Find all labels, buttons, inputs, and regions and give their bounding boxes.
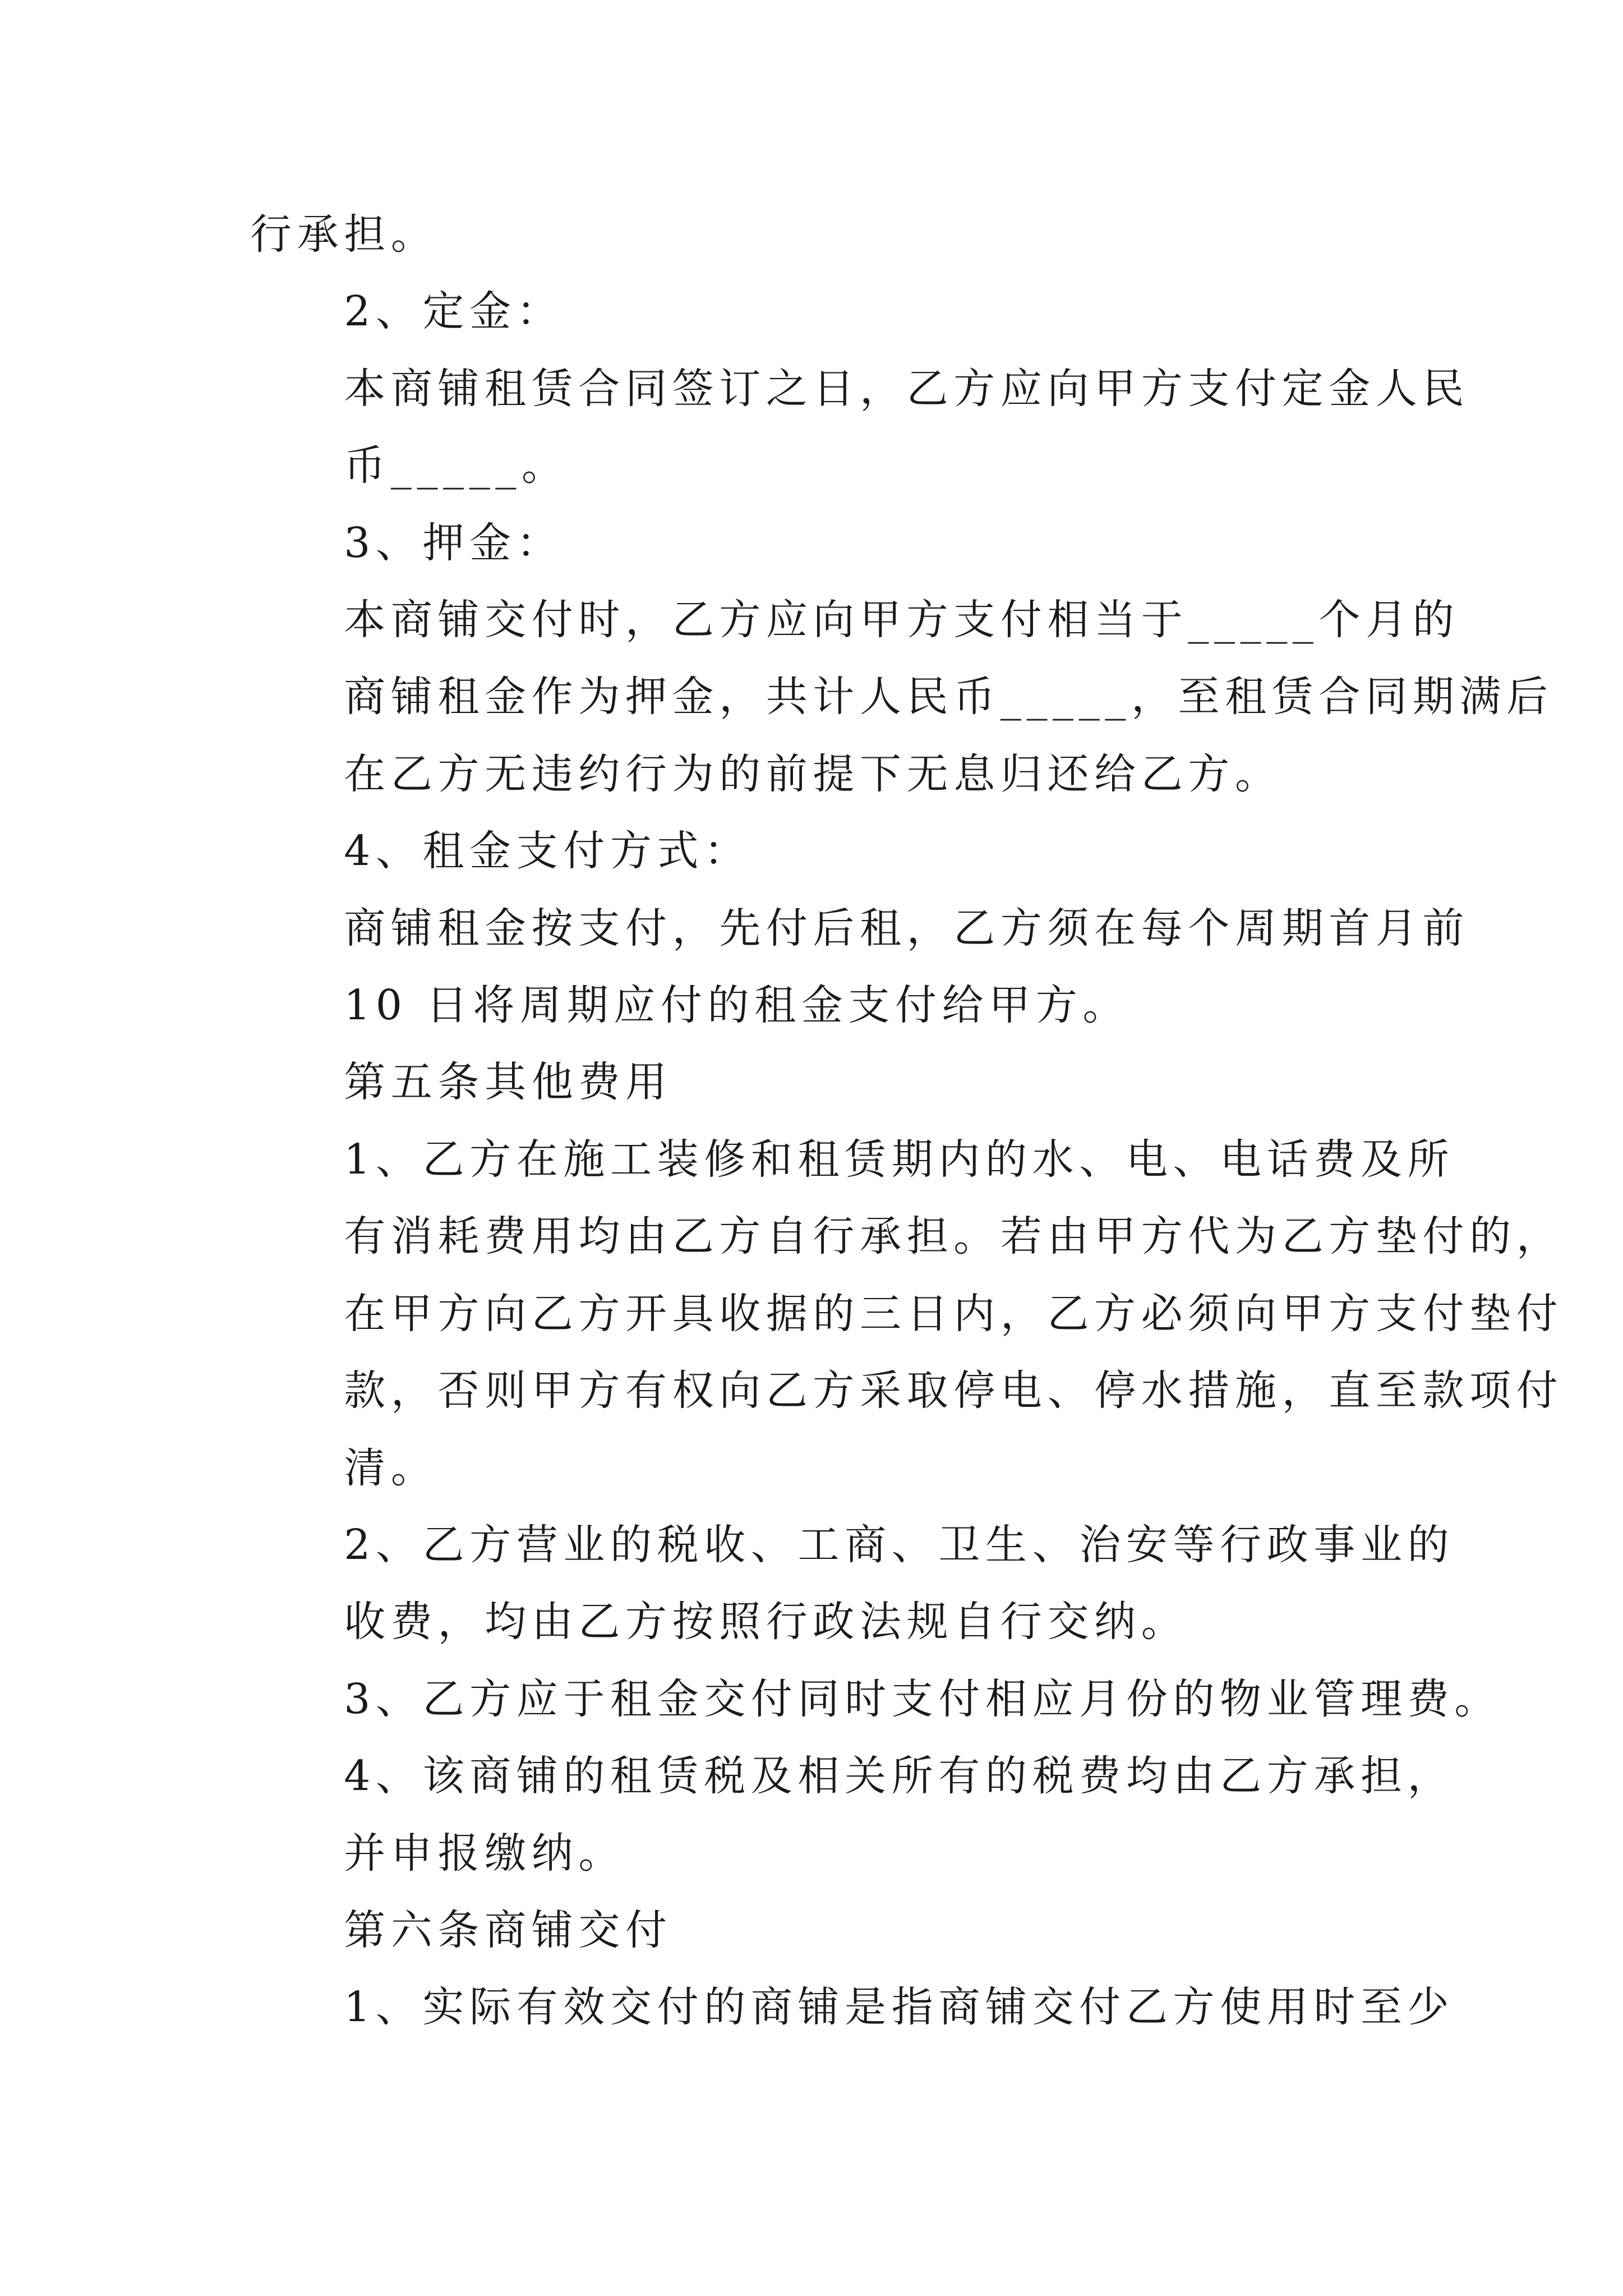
text-line: 4、租金支付方式： (344, 827, 751, 876)
paragraph (250, 273, 1383, 350)
paragraph (250, 813, 1383, 890)
text-line: 2、乙方营业的税收、工商、卫生、治安等行政事业的 (344, 1520, 1455, 1569)
paragraph (250, 1738, 1455, 1892)
paragraph (250, 351, 1470, 505)
text-line: 在甲方向乙方开具收据的三日内，乙方必须向甲方支付垫付 (344, 1289, 1564, 1338)
document-body (250, 196, 1564, 2046)
text-line: 币_____。 (344, 441, 569, 490)
text-line: 第六条商铺交付 (344, 1906, 672, 1954)
text-line: 款，否则甲方有权向乙方采取停电、停水措施，直至款项付 (344, 1366, 1564, 1415)
paragraph (250, 1044, 1383, 1121)
text-line: 清。 (344, 1443, 438, 1492)
paragraph (250, 1892, 1383, 1969)
text-line: 商铺租金按支付，先付后租，乙方须在每个周期首月前 (344, 904, 1470, 953)
text-line: 3、押金： (344, 518, 564, 567)
text-line: 有消耗费用均由乙方自行承担。若由甲方代为乙方垫付的， (344, 1212, 1564, 1261)
paragraph (250, 582, 1553, 813)
paragraph (250, 890, 1470, 1045)
text-line: 10 日将周期应付的租金支付给甲方。 (344, 981, 1130, 1030)
text-line: 第五条其他费用 (344, 1058, 672, 1107)
text-line: 收费，均由乙方按照行政法规自行交纳。 (344, 1598, 1188, 1646)
paragraph (250, 1661, 1501, 1738)
text-line: 4、该商铺的租赁税及相关所有的税费均由乙方承担， (344, 1752, 1455, 1801)
text-line: 1、实际有效交付的商铺是指商铺交付乙方使用时至少 (344, 1983, 1455, 2032)
text-line: 本商铺租赁合同签订之日，乙方应向甲方支付定金人民 (344, 364, 1470, 413)
paragraph (250, 1121, 1564, 1507)
paragraph (250, 196, 1383, 273)
text-line: 商铺租金作为押金，共计人民币_____，至租赁合同期满后 (344, 673, 1553, 721)
text-line: 行承担。 (250, 210, 438, 259)
paragraph (250, 1969, 1455, 2046)
text-line: 3、乙方应于租金交付同时支付相应月份的物业管理费。 (344, 1674, 1501, 1723)
text-line: 2、定金： (344, 287, 564, 336)
paragraph (250, 1507, 1455, 1661)
text-line: 并申报缴纳。 (344, 1829, 625, 1878)
text-line: 在乙方无违约行为的前提下无息归还给乙方。 (344, 749, 1282, 798)
text-line: 1、乙方在施工装修和租赁期内的水、电、电话费及所 (344, 1135, 1455, 1184)
text-line: 本商铺交付时，乙方应向甲方支付相当于_____个月的 (344, 596, 1460, 645)
paragraph (250, 505, 1383, 582)
